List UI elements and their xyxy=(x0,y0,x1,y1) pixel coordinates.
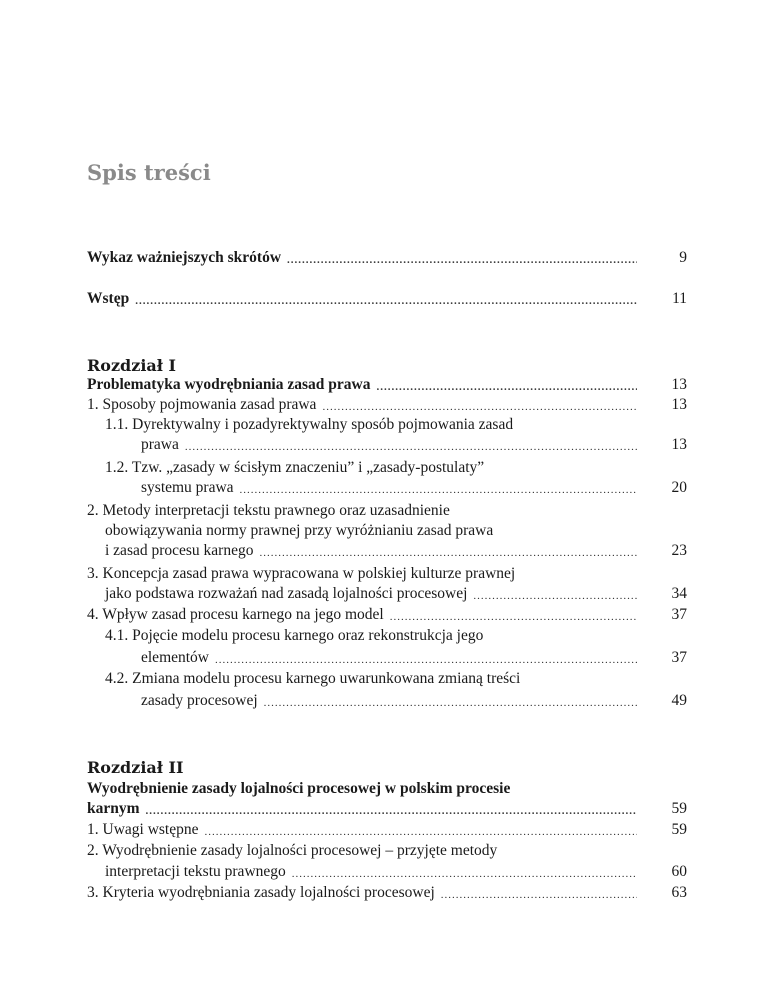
chapter-1-label: Rozdział I xyxy=(87,356,176,375)
toc-entry-text: Problematyka wyodrębniania zasad prawa xyxy=(87,376,371,393)
toc-entry-1[interactable] xyxy=(87,396,687,414)
toc-page-number: 37 xyxy=(671,649,687,666)
toc-entry-2-line-1[interactable]: 2. Metody interpretacji tekstu prawnego oraz uzasadnienie xyxy=(87,502,450,519)
toc-entry-1-2-line-1[interactable]: 1.2. Tzw. „zasady w ścisłym znaczeniu” i „zasady-postulaty” xyxy=(105,459,485,476)
toc-page-number: 59 xyxy=(671,821,687,838)
toc-entry-text: Wstęp xyxy=(87,290,130,307)
chapter-2-label: Rozdział II xyxy=(87,758,184,777)
dot-leader xyxy=(259,546,637,560)
toc-entry-4[interactable] xyxy=(87,606,687,624)
toc-page-number: 13 xyxy=(671,396,687,413)
toc-entry-1-1[interactable] xyxy=(141,436,687,454)
toc-page-number: 11 xyxy=(672,290,687,307)
toc-page-number: 49 xyxy=(671,692,687,709)
toc-entry-ch2-2-line-1[interactable]: 2. Wyodrębnienie zasady lojalności procesowej – przyjęte metody xyxy=(87,842,498,859)
toc-entry-text: jako podstawa rozważań nad zasadą lojalności procesowej xyxy=(105,585,468,602)
dot-leader xyxy=(287,253,637,267)
toc-entry-text: interpretacji tekstu prawnego xyxy=(105,863,286,880)
toc-entry-ch2-3[interactable] xyxy=(87,884,687,902)
toc-page-number: 13 xyxy=(671,436,687,453)
toc-entry-2[interactable] xyxy=(105,542,687,560)
toc-page-number: 20 xyxy=(671,479,687,496)
toc-entry-1-1-line-1[interactable]: 1.1. Dyrektywalny i pozadyrektywalny sposób pojmowania zasad xyxy=(105,416,514,433)
dot-leader xyxy=(135,294,637,308)
toc-entry-ch2-1[interactable] xyxy=(87,821,687,839)
toc-entry-1-2[interactable] xyxy=(141,479,687,497)
dot-leader xyxy=(185,440,637,454)
toc-page-number: 60 xyxy=(671,863,687,880)
toc-page-number: 13 xyxy=(671,376,687,393)
toc-entry-4-1[interactable] xyxy=(141,649,687,667)
toc-page-number: 37 xyxy=(671,606,687,623)
dot-leader xyxy=(205,825,638,839)
toc-entry-text: 1. Uwagi wstępne xyxy=(87,821,199,838)
toc-entry-3-line-1[interactable]: 3. Koncepcja zasad prawa wypracowana w polskiej kulturze prawnej xyxy=(87,565,516,582)
toc-entry-text: 3. Kryteria wyodrębniania zasady lojalności procesowej xyxy=(87,884,435,901)
toc-entry-text: 1. Sposoby pojmowania zasad prawa xyxy=(87,396,317,413)
dot-leader xyxy=(292,867,637,881)
toc-entry-3[interactable] xyxy=(105,585,687,603)
dot-leader xyxy=(441,888,637,902)
toc-entry-text: systemu prawa xyxy=(141,479,234,496)
toc-page-number: 9 xyxy=(679,249,687,266)
dot-leader xyxy=(390,610,637,624)
toc-page-number: 59 xyxy=(671,800,687,817)
toc-entry-2-line-2[interactable]: obowiązywania normy prawnej przy wyróżnianiu zasad prawa xyxy=(105,522,494,539)
chapter-2-title[interactable] xyxy=(87,800,687,818)
toc-entry-4-2[interactable] xyxy=(141,692,687,710)
dot-leader xyxy=(322,400,637,414)
toc-entry-text: karnym xyxy=(87,800,140,817)
toc-entry-text: 4. Wpływ zasad procesu karnego na jego model xyxy=(87,606,384,623)
toc-page-number: 34 xyxy=(671,585,687,602)
toc-page-number: 63 xyxy=(671,884,687,901)
toc-entry-4-1-line-1[interactable]: 4.1. Pojęcie modelu procesu karnego oraz rekonstrukcja jego xyxy=(105,627,484,644)
chapter-2-title-line-1[interactable]: Wyodrębnienie zasady lojalności procesowej w polskim procesie xyxy=(87,780,511,797)
toc-entry-4-2-line-1[interactable]: 4.2. Zmiana modelu procesu karnego uwarunkowana zmianą treści xyxy=(105,670,521,687)
toc-entry-text: elementów xyxy=(141,649,210,666)
toc-entry-text: i zasad procesu karnego xyxy=(105,542,254,559)
page-title: Spis treści xyxy=(87,160,211,185)
chapter-1-title[interactable] xyxy=(87,376,687,394)
dot-leader xyxy=(473,589,637,603)
dot-leader xyxy=(240,483,637,497)
dot-leader xyxy=(264,696,637,710)
toc-entry-text: prawa xyxy=(141,436,179,453)
dot-leader xyxy=(215,653,637,667)
toc-entry-introduction[interactable] xyxy=(87,290,687,308)
toc-entry-ch2-2[interactable] xyxy=(105,863,687,881)
dot-leader xyxy=(376,380,637,394)
toc-entry-text: Wykaz ważniejszych skrótów xyxy=(87,249,282,266)
dot-leader xyxy=(146,804,637,818)
toc-entry-text: zasady procesowej xyxy=(141,692,258,709)
toc-page-number: 23 xyxy=(671,542,687,559)
toc-entry-abbreviations[interactable] xyxy=(87,249,687,267)
